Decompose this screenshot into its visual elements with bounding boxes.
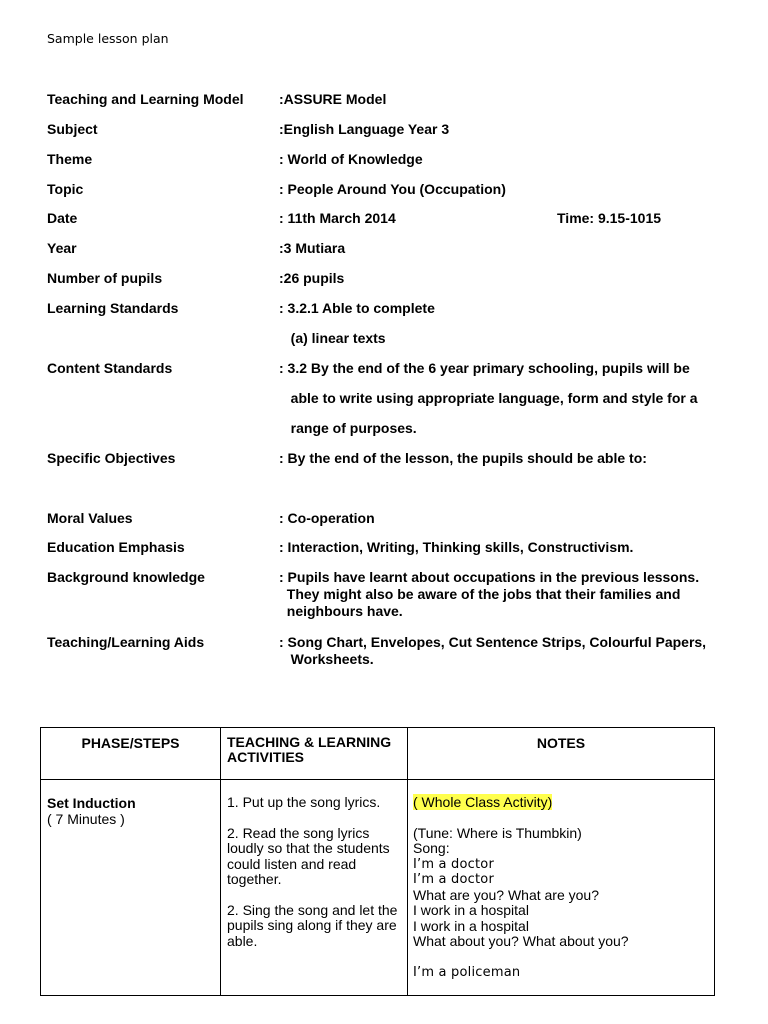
field-value: : By the end of the lesson, the pupils should be able to: — [279, 450, 647, 466]
activity-type-highlight: ( Whole Class Activity) — [413, 794, 553, 810]
field-value: :English Language Year 3 — [279, 121, 450, 137]
notes-cell — [408, 780, 715, 996]
field-label: Content Standards — [47, 360, 173, 376]
field-label: Date — [47, 210, 78, 226]
value-line: : Song Chart, Envelopes, Cut Sentence Strips, Colourful Papers, — [279, 634, 707, 650]
field-label: Background knowledge — [47, 569, 205, 585]
field-value: :ASSURE Model — [279, 91, 387, 107]
lyric-line: I work in a hospital — [413, 917, 529, 934]
field-value: :26 pupils — [279, 270, 345, 286]
field-label: Number of pupils — [47, 270, 163, 286]
field-label: Teaching and Learning Model — [47, 91, 244, 107]
table-header-row — [41, 728, 715, 780]
field-value: : Interaction, Writing, Thinking skills, Constructivism. — [279, 539, 634, 555]
field-value — [279, 569, 724, 620]
field-label: Subject — [47, 121, 98, 137]
song-tune: (Tune: Where is Thumbkin) — [413, 824, 582, 841]
lyric-line: What about you? What about you? — [413, 933, 629, 949]
value-line: : 3.2 By the end of the 6 year primary schooling, pupils will be — [279, 360, 690, 376]
field-label: Teaching/Learning Aids — [47, 634, 205, 650]
lyric-line: I’m a doctor — [413, 856, 495, 872]
table-row — [41, 780, 715, 996]
value-line: neighbours have. — [279, 603, 403, 619]
value-line: able to write using appropriate language, form and style for a — [279, 390, 698, 406]
field-value: : People Around You (Occupation) — [279, 181, 506, 197]
header-phase-steps: PHASE/STEPS — [41, 728, 221, 780]
lyric-line: I’m a policeman — [413, 964, 521, 980]
field-label: Year — [47, 240, 77, 256]
field-label: Specific Objectives — [47, 450, 176, 466]
field-time: Time: 9.15-1015 — [557, 210, 662, 226]
phase-name: Set Induction — [47, 795, 136, 811]
field-value: : World of Knowledge — [279, 151, 423, 167]
activity-item: 1. Put up the song lyrics. — [227, 794, 381, 810]
field-value — [279, 300, 724, 347]
phase-cell — [41, 780, 221, 996]
lyric-line: I’m a doctor — [413, 872, 495, 887]
lesson-steps-table — [40, 727, 715, 996]
phase-duration: ( 7 Minutes ) — [47, 811, 125, 827]
value-line: : 3.2.1 Able to complete — [279, 300, 435, 316]
document-title: Sample lesson plan — [47, 31, 169, 46]
lyric-line: What are you? What are you? — [413, 886, 599, 903]
value-line: They might also be aware of the jobs that their families and — [279, 586, 681, 602]
value-line: range of purposes. — [279, 420, 417, 436]
song-label: Song: — [413, 840, 450, 856]
value-line: (a) linear texts — [279, 330, 386, 346]
field-label: Theme — [47, 151, 93, 167]
field-value: : 11th March 2014 — [279, 210, 396, 226]
field-label: Education Emphasis — [47, 539, 185, 555]
header-notes: NOTES — [408, 728, 715, 780]
field-value — [279, 360, 724, 437]
field-value — [279, 634, 724, 668]
header-activities: TEACHING & LEARNING ACTIVITIES — [221, 728, 408, 780]
activities-cell — [221, 780, 408, 996]
field-label: Moral Values — [47, 510, 133, 526]
field-value: :3 Mutiara — [279, 240, 346, 256]
lyric-line: I work in a hospital — [413, 902, 529, 918]
field-value: : Co-operation — [279, 510, 375, 526]
value-line: : Pupils have learnt about occupations in the previous lessons. — [279, 569, 700, 585]
value-line: Worksheets. — [279, 651, 374, 667]
field-label: Learning Standards — [47, 300, 179, 316]
activity-item: 2. Sing the song and let the pupils sing along if they are able. — [227, 901, 398, 949]
field-label: Topic — [47, 181, 84, 197]
activity-item: 2. Read the song lyrics loudly so that the students could listen and read together. — [227, 824, 390, 887]
